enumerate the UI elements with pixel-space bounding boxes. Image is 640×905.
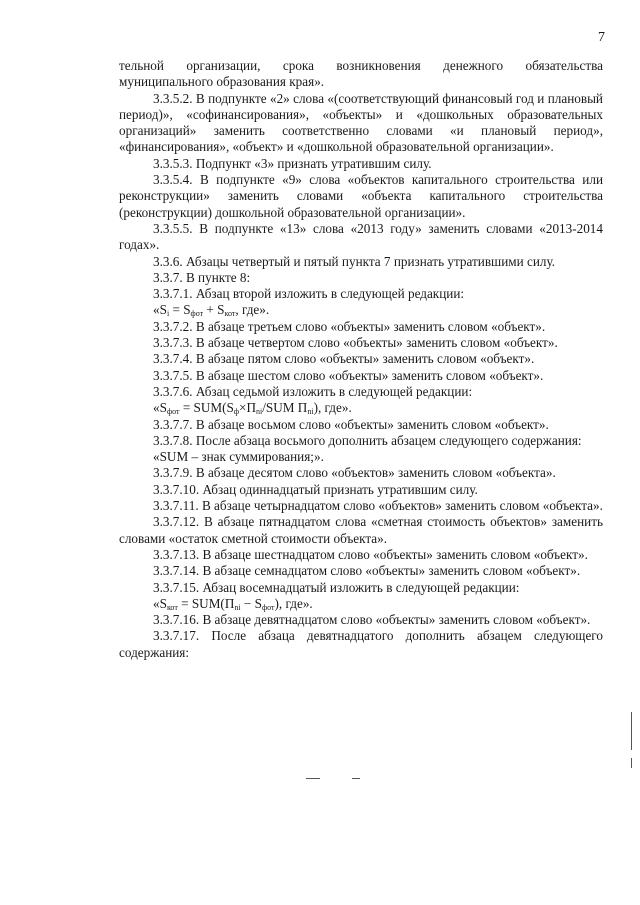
paragraph: 3.3.5.5. В подпункте «13» слова «2013 году» заменить словами «2013-2014 годах». <box>119 220 603 253</box>
paragraph: 3.3.7.9. В абзаце десятом слово «объектов» заменить словом «объекта». <box>153 465 556 481</box>
document-body <box>119 58 603 661</box>
paragraph: 3.3.5.2. В подпункте «2» слова «(соответствующий финансовый год и плановый период)», «софинансирования», «объекты» и «дошкольных образовательных организаций» заменить соответственно словами «и плановый период», «финансирования», «объект» и «дошкольной образовательной организации». <box>119 90 603 155</box>
paragraph: 3.3.7.12. В абзаце пятнадцатом слова «сметная стоимость объектов» заменить словами «остаток сметной стоимости объекта». <box>119 514 603 546</box>
paragraph: 3.3.5.3. Подпункт «3» признать утратившим силу. <box>153 155 432 171</box>
scan-mark <box>631 712 632 750</box>
paragraph: 3.3.7.16. В абзаце девятнадцатом слово «объекты» заменить словом «объект». <box>153 612 591 628</box>
paragraph: 3.3.7.15. Абзац восемнадцатый изложить в следующей редакции: <box>153 579 520 595</box>
scan-mark <box>306 778 320 779</box>
paragraph: 3.3.7.10. Абзац одиннадцатый признать утратившим силу. <box>153 481 478 497</box>
paragraph: 3.3.6. Абзацы четвертый и пятый пункта 7 признать утратившими силу. <box>153 253 556 269</box>
formula-s-fot: «$S_{фот} = SUM(S_ф\times П_{ni}/SUM$ $П_{ni}$), где». <box>153 400 352 417</box>
scan-mark <box>352 778 360 779</box>
paragraph: 3.3.7.5. В абзаце шестом слово «объекты» заменить словом «объект». <box>153 367 544 383</box>
paragraph: 3.3.7.11. В абзаце четырнадцатом слово «объектов» заменить словом «объекта». <box>153 498 603 514</box>
paragraph: 3.3.7.17. После абзаца девятнадцатого дополнить абзацем следующего содержания: <box>119 628 603 660</box>
page-number: 7 <box>598 30 605 45</box>
paragraph: 3.3.7.6. Абзац седьмой изложить в следующей редакции: <box>153 383 473 399</box>
paragraph: 3.3.7.14. В абзаце семнадцатом слово «объекты» заменить словом «объект». <box>153 563 581 579</box>
paragraph: 3.3.5.4. В подпункте «9» слова «объектов капитального строительства или реконструкции» заменить словами «объекта капитального строительства (реконструкции) дошкольной образовательной организации». <box>119 172 603 220</box>
paragraph: 3.3.7.4. В абзаце пятом слово «объекты» заменить словом «объект». <box>153 351 535 367</box>
paragraph: 3.3.7.2. В абзаце третьем слово «объекты» заменить словом «объект». <box>153 318 546 334</box>
paragraph: 3.3.7. В пункте 8: <box>153 269 251 285</box>
paragraph: 3.3.7.7. В абзаце восьмом слово «объекты» заменить словом «объект». <box>153 416 549 432</box>
paragraph: 3.3.7.1. Абзац второй изложить в следующей редакции: <box>153 286 465 302</box>
formula-s-kot: «$S_{кот} = SUM(П_{ni} - S_{фот})$, где». <box>153 595 313 612</box>
paragraph: 3.3.7.8. После абзаца восьмого дополнить абзацем следующего содержания: <box>153 432 582 448</box>
paragraph: 3.3.7.3. В абзаце четвертом слово «объекты» заменить словом «объект». <box>153 335 558 351</box>
formula-s-i: «$S_i = S_{фот} + S_{кот}$, где». <box>153 302 270 319</box>
paragraph: «SUM – знак суммирования;». <box>153 449 324 465</box>
paragraph: 3.3.7.13. В абзаце шестнадцатом слово «объекты» заменить словом «объект». <box>153 546 588 562</box>
paragraph: тельной организации, срока возникновения денежного обязательства муниципального образования края». <box>119 58 603 90</box>
scan-mark <box>631 758 632 768</box>
